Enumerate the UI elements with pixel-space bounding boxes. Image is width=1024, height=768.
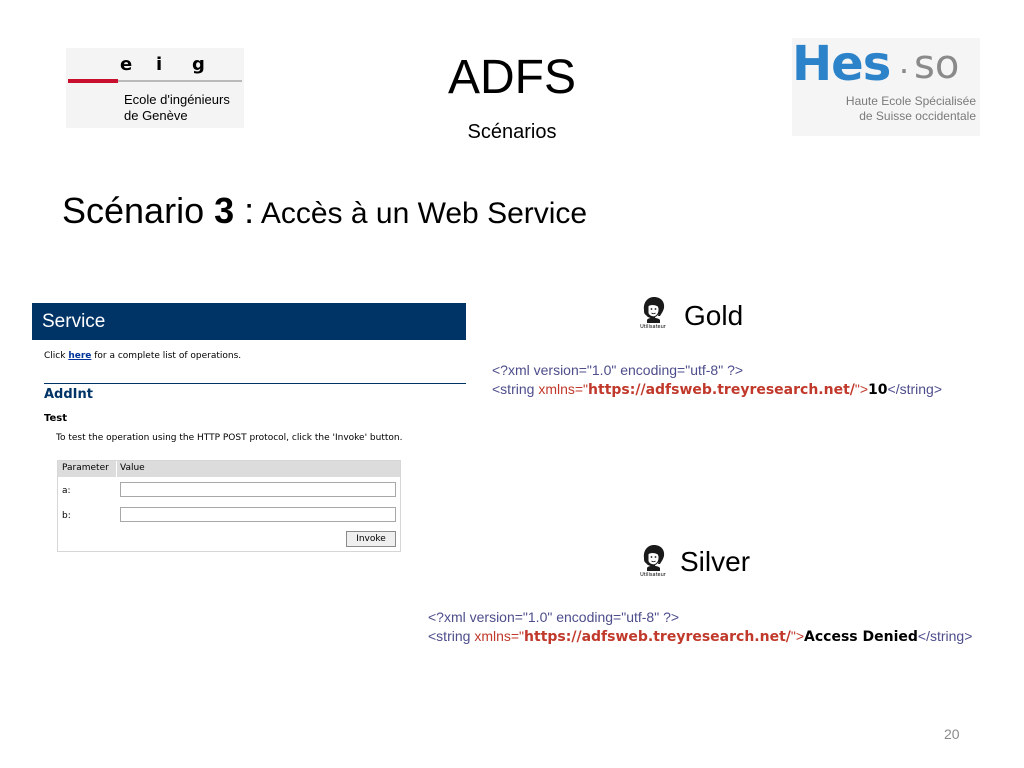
silver-xml-response (428, 628, 972, 645)
silver-quote-open: " (519, 628, 525, 644)
silver-attr: xmlns= (474, 628, 520, 644)
hes-so-logo (792, 38, 980, 136)
gold-quote-open: " (583, 381, 589, 397)
page-number: 20 (944, 726, 960, 742)
gold-tag-open: <string (492, 381, 539, 397)
eig-name-line1: Ecole d'ingénieurs (124, 92, 230, 107)
test-heading: Test (44, 413, 68, 424)
scenario-number: 3 (214, 190, 235, 231)
hes-logo-so: so (914, 42, 960, 88)
eig-letter-g: g (192, 54, 205, 75)
scenario-separator: : (234, 190, 255, 231)
param-b-label: b: (62, 511, 71, 521)
param-a-input[interactable] (120, 482, 396, 497)
table-header (58, 461, 400, 477)
param-a-label: a: (62, 486, 71, 496)
scenario-description: Accès à un Web Service (254, 197, 588, 230)
hes-logo-line1: Haute Ecole Spécialisée (845, 94, 976, 108)
operations-hint-suffix: for a complete list of operations. (91, 351, 242, 361)
parameters-table (57, 460, 401, 552)
web-service-panel (32, 303, 466, 563)
silver-user-icon (638, 542, 668, 578)
column-header-parameter: Parameter (62, 463, 109, 473)
hes-logo-dot: · (898, 48, 910, 89)
silver-icon-caption: Utilisateur (640, 572, 666, 578)
silver-namespace-url: https://adfsweb.treyresearch.net/ (524, 629, 791, 645)
eig-letter-i: i (156, 54, 163, 75)
slide-subtitle: Scénarios (467, 121, 557, 143)
silver-quote-close: "> (790, 628, 805, 644)
gold-user-icon (638, 294, 668, 330)
eig-name-line2: de Genève (124, 108, 188, 123)
hes-logo-word: Hes (792, 36, 891, 92)
silver-tag-open: <string (428, 628, 475, 644)
divider (44, 383, 466, 384)
test-description: To test the operation using the HTTP POST protocol, click the 'Invoke' button. (56, 433, 403, 443)
eig-letter-e: e (120, 54, 133, 75)
user-avatar-icon (638, 294, 668, 324)
operations-hint-prefix: Click (44, 351, 69, 361)
gold-namespace-url: https://adfsweb.treyresearch.net/ (588, 382, 855, 398)
gold-attr: xmlns= (538, 381, 584, 397)
gold-xml-declaration: <?xml version="1.0" encoding="utf-8" ?> (492, 362, 744, 378)
column-separator (116, 461, 117, 477)
operations-list-link[interactable]: here (68, 351, 92, 361)
slide-title: ADFS (447, 51, 576, 104)
service-header-bar (32, 303, 466, 340)
silver-label: Silver (680, 546, 751, 577)
invoke-button[interactable]: Invoke (346, 531, 396, 547)
user-avatar-icon (638, 542, 668, 572)
service-title: Service (42, 311, 106, 332)
silver-xml-declaration: <?xml version="1.0" encoding="utf-8" ?> (428, 609, 680, 625)
scenario-label: Scénario (62, 190, 205, 231)
gold-result-value: 10 (868, 382, 888, 398)
param-b-input[interactable] (120, 507, 396, 522)
gold-quote-close: "> (854, 381, 869, 397)
scenario-heading (62, 190, 587, 232)
gold-xml-response (492, 381, 942, 398)
operations-hint (44, 351, 241, 361)
gold-icon-caption: Utilisateur (640, 324, 666, 330)
column-header-value: Value (120, 463, 145, 473)
gold-label: Gold (684, 300, 744, 331)
operation-name: AddInt (44, 387, 93, 402)
hes-logo-line2: de Suisse occidentale (859, 109, 976, 123)
silver-result-value: Access Denied (804, 629, 918, 645)
silver-tag-close: </string> (917, 628, 973, 644)
gold-tag-close: </string> (887, 381, 942, 397)
